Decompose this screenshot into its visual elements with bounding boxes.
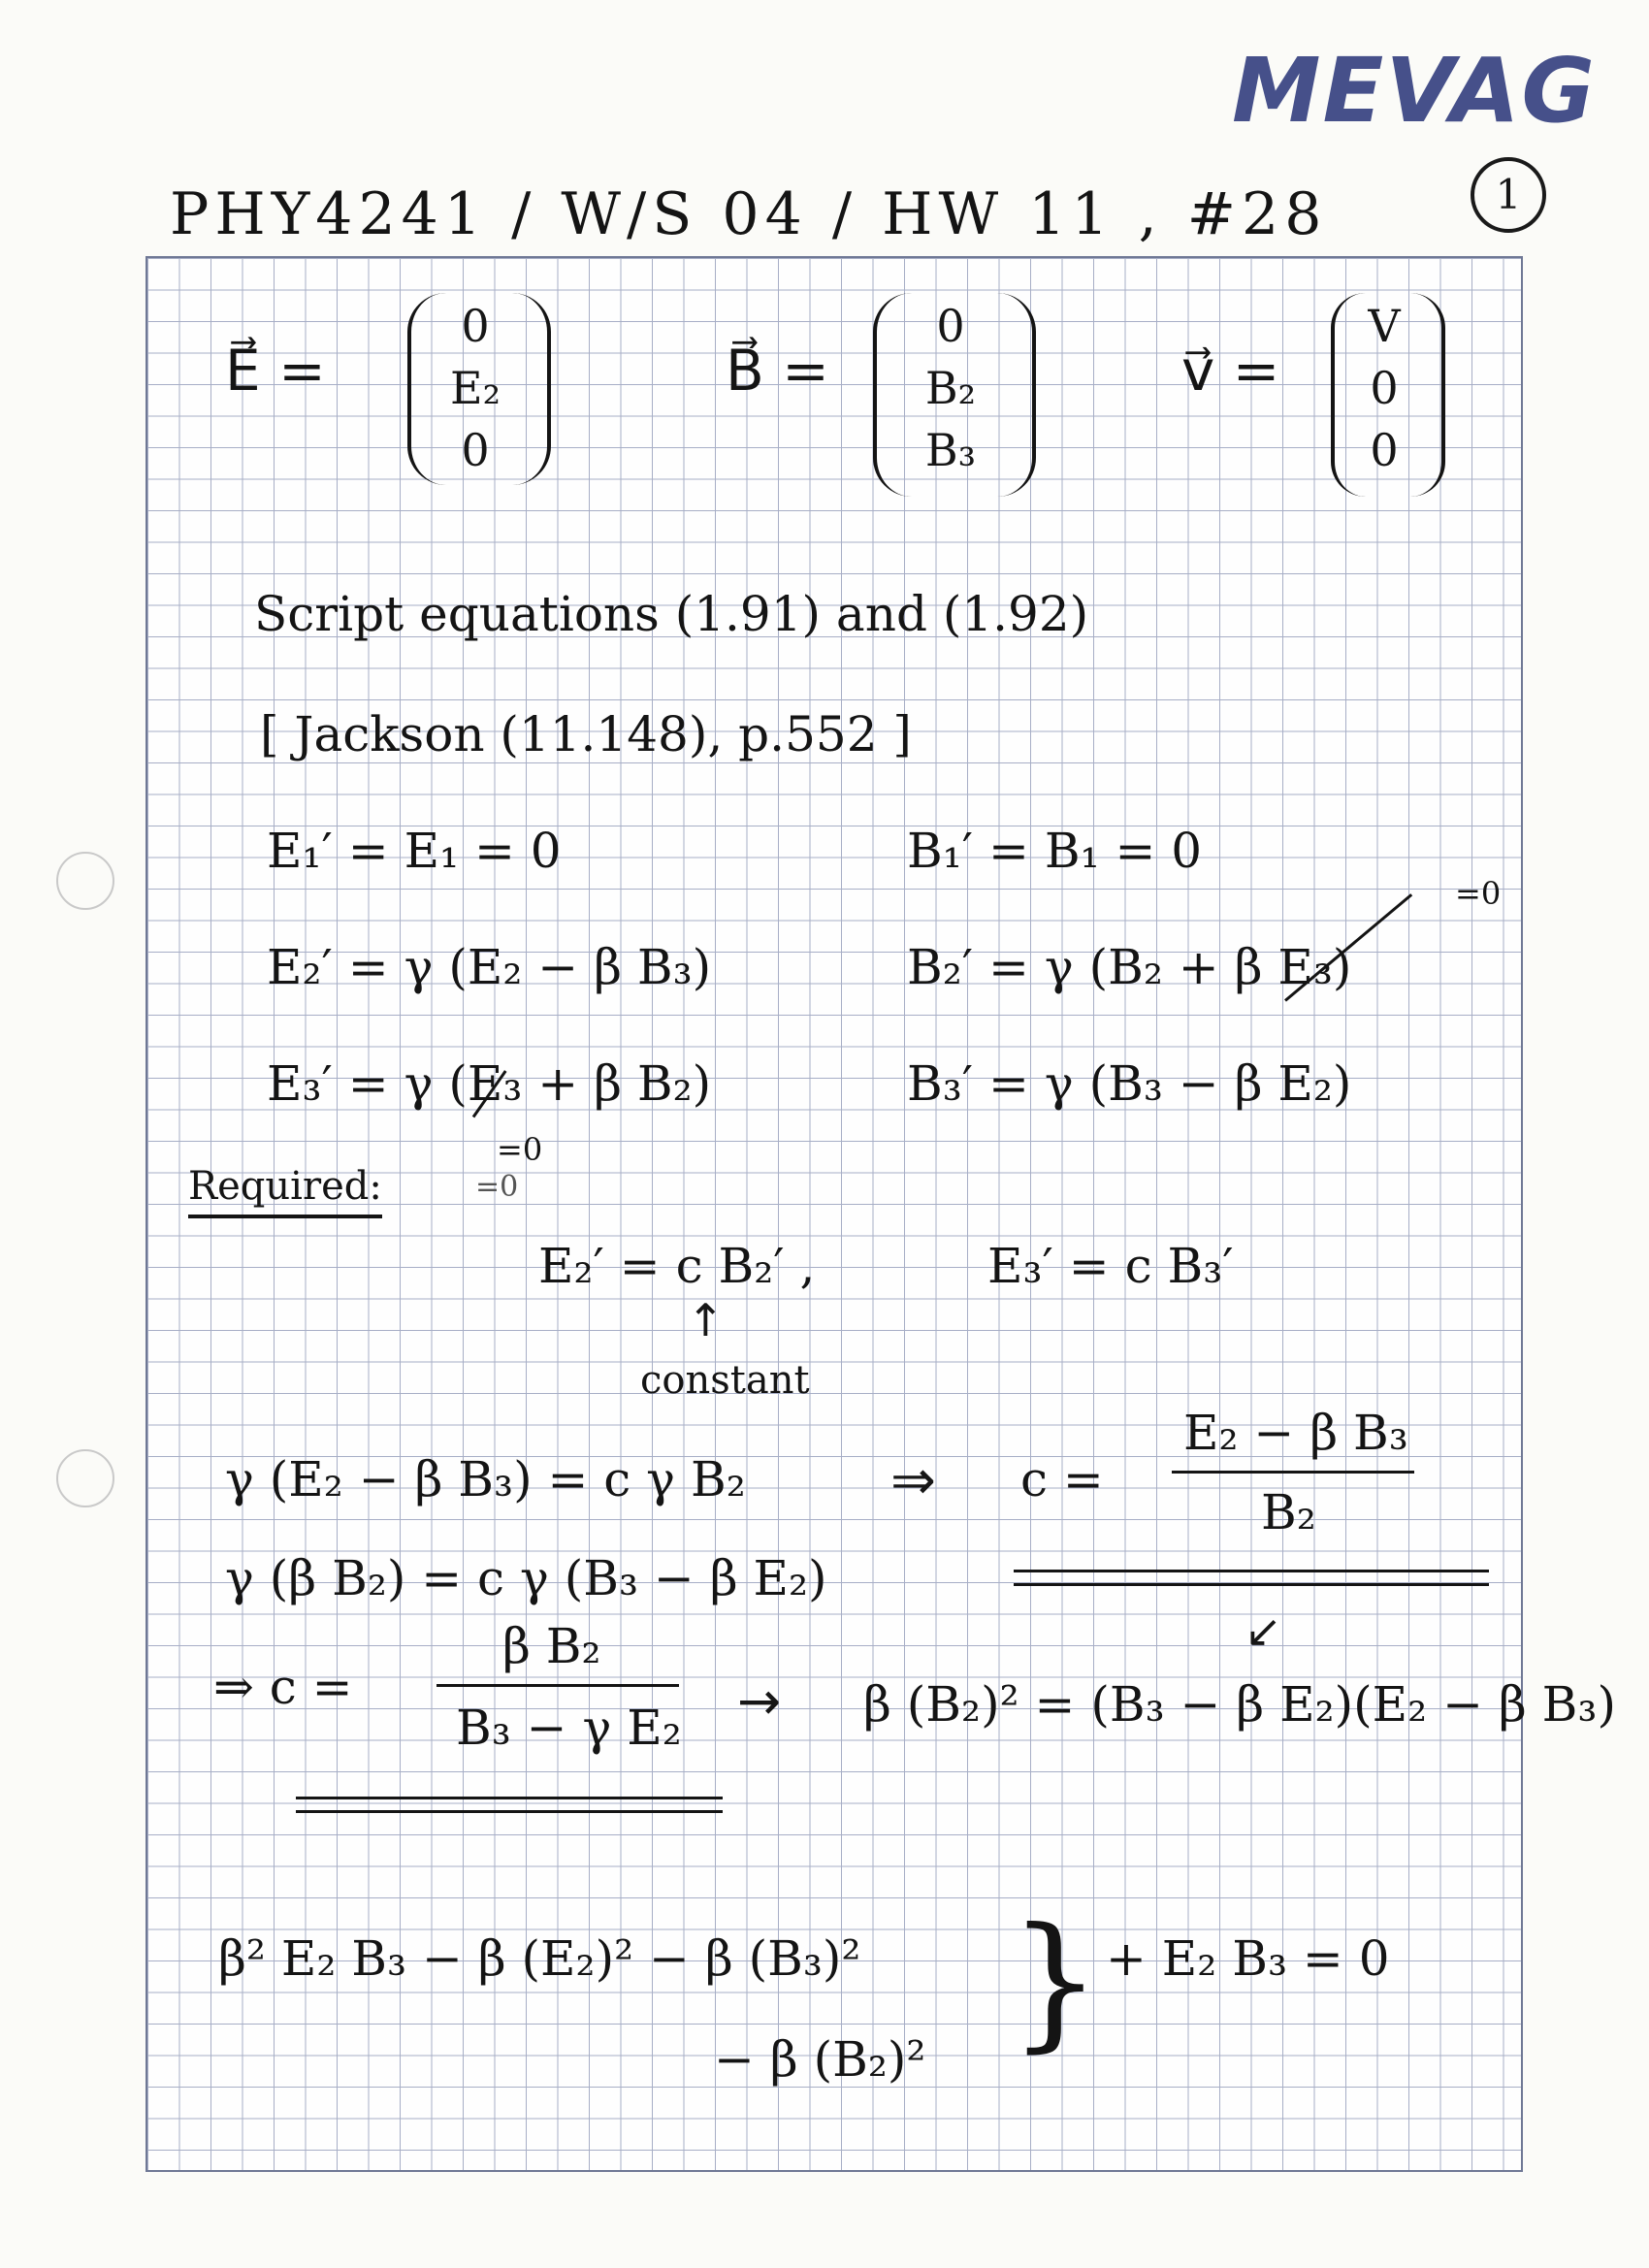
jackson-reference: [ Jackson (11.148), p.552 ] <box>260 706 912 762</box>
script-equations-line: Script equations (1.91) and (1.92) <box>254 586 1089 642</box>
vector-v-3: 0 <box>1370 424 1399 476</box>
eq-B1-prime: B₁′ = B₁ = 0 <box>907 823 1203 879</box>
right-arrow: → <box>737 1670 782 1732</box>
punch-hole-lower <box>56 1449 114 1507</box>
required-label: Required: <box>188 1164 382 1218</box>
eq-B3-prime: B₃′ = γ (B₃ − β E₂) <box>907 1055 1352 1112</box>
final-line-a: β² E₂ B₃ − β (E₂)² − β (B₃)² <box>218 1930 861 1987</box>
eq-E3-prime: E₃′ = γ (E₃ + β B₂) <box>267 1055 712 1112</box>
constant-arrow: ↑ <box>687 1294 725 1346</box>
vector-E-3: 0 <box>461 424 490 476</box>
c1-fraction-bar <box>1172 1471 1414 1474</box>
c1-double-underline-bottom <box>1014 1583 1489 1586</box>
vector-v-col <box>1339 295 1430 481</box>
page-header: PHY4241 / W/S 04 / HW 11 , #28 <box>170 180 1328 248</box>
vector-B-2: B₂ <box>924 362 977 414</box>
c1-lhs: c = <box>1020 1451 1104 1507</box>
eq-E1-prime: E₁′ = E₁ = 0 <box>267 823 562 879</box>
c1-denominator: B₂ <box>1261 1484 1316 1540</box>
eq-B2-prime: B₂′ = γ (B₂ + β E₃) <box>907 939 1352 995</box>
derivation-line1: γ (E₂ − β B₃) = c γ B₂ <box>225 1451 746 1507</box>
required-eq2: E₃′ = c B₃′ <box>987 1238 1234 1294</box>
vector-v-2: 0 <box>1370 362 1399 414</box>
result-equation: β (B₂)² = (B₃ − β E₂)(E₂ − β B₃) <box>863 1676 1616 1733</box>
final-line-b: − β (B₂)² <box>714 2031 926 2088</box>
c2-double-underline-bottom <box>296 1810 723 1813</box>
eq-E2-prime: E₂′ = γ (E₂ − β B₃) <box>267 939 712 995</box>
final-line-c: + E₂ B₃ = 0 <box>1106 1930 1390 1987</box>
required-eq1: E₂′ = c B₂′ , <box>538 1238 816 1294</box>
brace: } <box>1009 1897 1102 2066</box>
down-arrow: ↙ <box>1245 1604 1282 1657</box>
vector-B-label: B⃗ = <box>726 338 829 404</box>
implies-arrow: ⇒ <box>890 1449 936 1512</box>
constant-label: constant <box>640 1358 810 1403</box>
required-note: =0 <box>475 1170 519 1204</box>
vector-E-2: E₂ <box>449 362 501 414</box>
punch-hole-upper <box>56 852 114 910</box>
c2-double-underline-top <box>296 1797 723 1799</box>
note-E3-zero: =0 <box>497 1131 543 1168</box>
c1-double-underline-top <box>1014 1570 1489 1572</box>
c1-numerator: E₂ − β B₃ <box>1183 1405 1408 1461</box>
vector-v-label: v⃗ = <box>1181 338 1280 404</box>
vector-E-label: E⃗ = <box>225 338 326 404</box>
c2-fraction-bar <box>436 1684 679 1687</box>
c2-numerator: β B₂ <box>502 1618 601 1674</box>
vector-B-col <box>883 295 1018 481</box>
page-number: 1 <box>1471 157 1546 233</box>
mevag-logo: MEVAG <box>1232 39 1598 143</box>
vector-B-1: 0 <box>936 300 965 352</box>
vector-E-col <box>417 295 534 481</box>
note-B2-zero: =0 <box>1455 875 1502 912</box>
c2-lhs: ⇒ c = <box>213 1659 353 1715</box>
vector-v-1: V <box>1368 300 1401 352</box>
c2-denominator: B₃ − γ E₂ <box>456 1700 682 1756</box>
vector-E-1: 0 <box>461 300 490 352</box>
vector-B-3: B₃ <box>924 424 977 476</box>
derivation-line2: γ (β B₂) = c γ (B₃ − β E₂) <box>225 1550 827 1606</box>
